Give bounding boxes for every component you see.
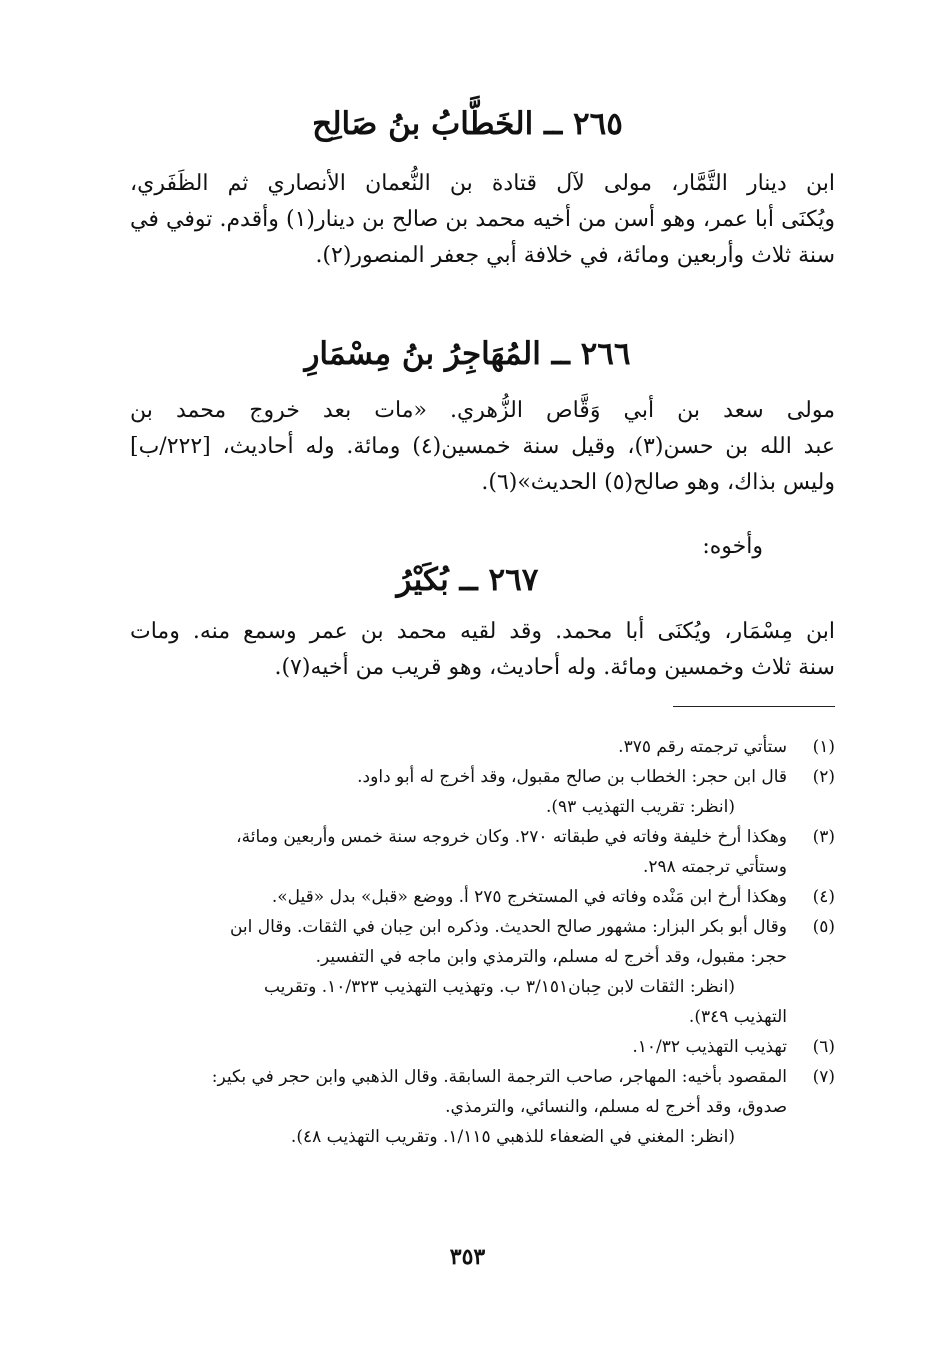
footnote-6 — [130, 1032, 835, 1062]
footnote-number: (٤) — [812, 887, 835, 907]
footnote-line: ستأتي ترجمته رقم ٣٧٥. — [618, 737, 787, 757]
footnote-3 — [130, 822, 835, 882]
entry-text-266 — [130, 393, 835, 501]
footnote-number: (٢) — [812, 767, 835, 787]
text-line: سنة ثلاث وأربعين ومائة، في خلافة أبي جعفر المنصور(٢). — [315, 243, 835, 268]
footnote-line: (انظر: المغني في الضعفاء للذهبي ١/١١٥. وتقريب التهذيب ٤٨). — [290, 1127, 735, 1147]
text-line: وليس بذاك، وهو صالح(٥) الحديث»(٦). — [481, 470, 835, 495]
footnote-2 — [130, 762, 835, 822]
text-line: ويُكنَى أبا عمر، وهو أسن من أخيه محمد بن صالح بن دينار(١) وأقدم. توفي في — [130, 207, 835, 232]
entry-text-265 — [130, 166, 835, 274]
entry-text-267 — [130, 614, 835, 686]
footnote-line: المقصود بأخيه: المهاجر، صاحب الترجمة السابقة. وقال الذهبي وابن حجر في بكير: — [211, 1067, 787, 1087]
footnote-line: وقال أبو بكر البزار: مشهور صالح الحديث. وذكره ابن حِبان في الثقات. وقال ابن — [229, 917, 787, 937]
text-line: مولى سعد بن أبي وَقَّاص الزُّهري. «مات بعد خروج محمد بن — [130, 398, 835, 423]
entry-intro-267: وأخوه: — [702, 534, 763, 559]
footnote-line: صدوق، وقد أخرج له مسلم، والنسائي، والترمذي. — [445, 1097, 787, 1117]
footnote-number: (٦) — [812, 1037, 835, 1057]
entry-title-266: ٢٦٦ ــ المُهَاجِرُ بنُ مِسْمَارِ — [304, 336, 631, 372]
entry-title-267: ٢٦٧ ــ بُكَيْرُ — [396, 562, 539, 598]
footnote-4 — [130, 882, 835, 912]
footnote-line: قال ابن حجر: الخطاب بن صالح مقبول، وقد أخرج له أبو داود. — [357, 767, 787, 787]
footnote-number: (٧) — [812, 1067, 835, 1087]
footnote-line: (انظر: تقريب التهذيب ٩٣). — [545, 797, 735, 817]
text-line: سنة ثلاث وخمسين ومائة. وله أحاديث، وهو قريب من أخيه(٧). — [274, 655, 835, 680]
footnote-line: وستأتي ترجمته ٢٩٨. — [643, 857, 787, 877]
footnote-line: حجر: مقبول، وقد أخرج له مسلم، والترمذي وابن ماجه في التفسير. — [315, 947, 787, 967]
text-line: عبد الله بن حسن(٣)، وقيل سنة خمسين(٤) ومائة. وله أحاديث، [٢٢٢/ب] — [130, 434, 835, 459]
footnote-line: تهذيب التهذيب ١٠/٣٢. — [632, 1037, 787, 1057]
text-line: ابن مِسْمَار، ويُكنَى أبا محمد. وقد لقيه محمد بن عمر وسمع منه. ومات — [130, 619, 835, 644]
footnote-separator — [673, 706, 835, 707]
footnote-line: وهكذا أرخ خليفة وفاته في طبقاته ٢٧٠. وكان خروجه سنة خمس وأربعين ومائة، — [236, 827, 787, 847]
footnote-number: (٣) — [812, 827, 835, 847]
footnote-line: (انظر: الثقات لابن حِبان٣/١٥١ ب. وتهذيب التهذيب ١٠/٣٢٣. وتقريب — [263, 977, 735, 997]
page-number: ٣٥٣ — [449, 1244, 486, 1270]
footnote-1 — [130, 732, 835, 762]
footnote-number: (١) — [812, 737, 835, 757]
entry-title-265: ٢٦٥ ــ الخَطَّابُ بنُ صَالِح — [312, 106, 623, 142]
footnotes — [130, 732, 835, 1152]
text-line: ابن دينار التَّمَّار، مولى لآل قتادة بن النُّعمان الأنصاري ثم الظَفَري، — [130, 171, 835, 196]
footnote-7 — [130, 1062, 835, 1152]
footnote-line: التهذيب ٣٤٩). — [688, 1007, 787, 1027]
footnote-5 — [130, 912, 835, 1032]
footnote-line: وهكذا أرخ ابن مَنْده وفاته في المستخرج ٢٧٥ أ. ووضع «قبل» بدل «قيل». — [271, 887, 787, 907]
footnote-number: (٥) — [812, 917, 835, 937]
